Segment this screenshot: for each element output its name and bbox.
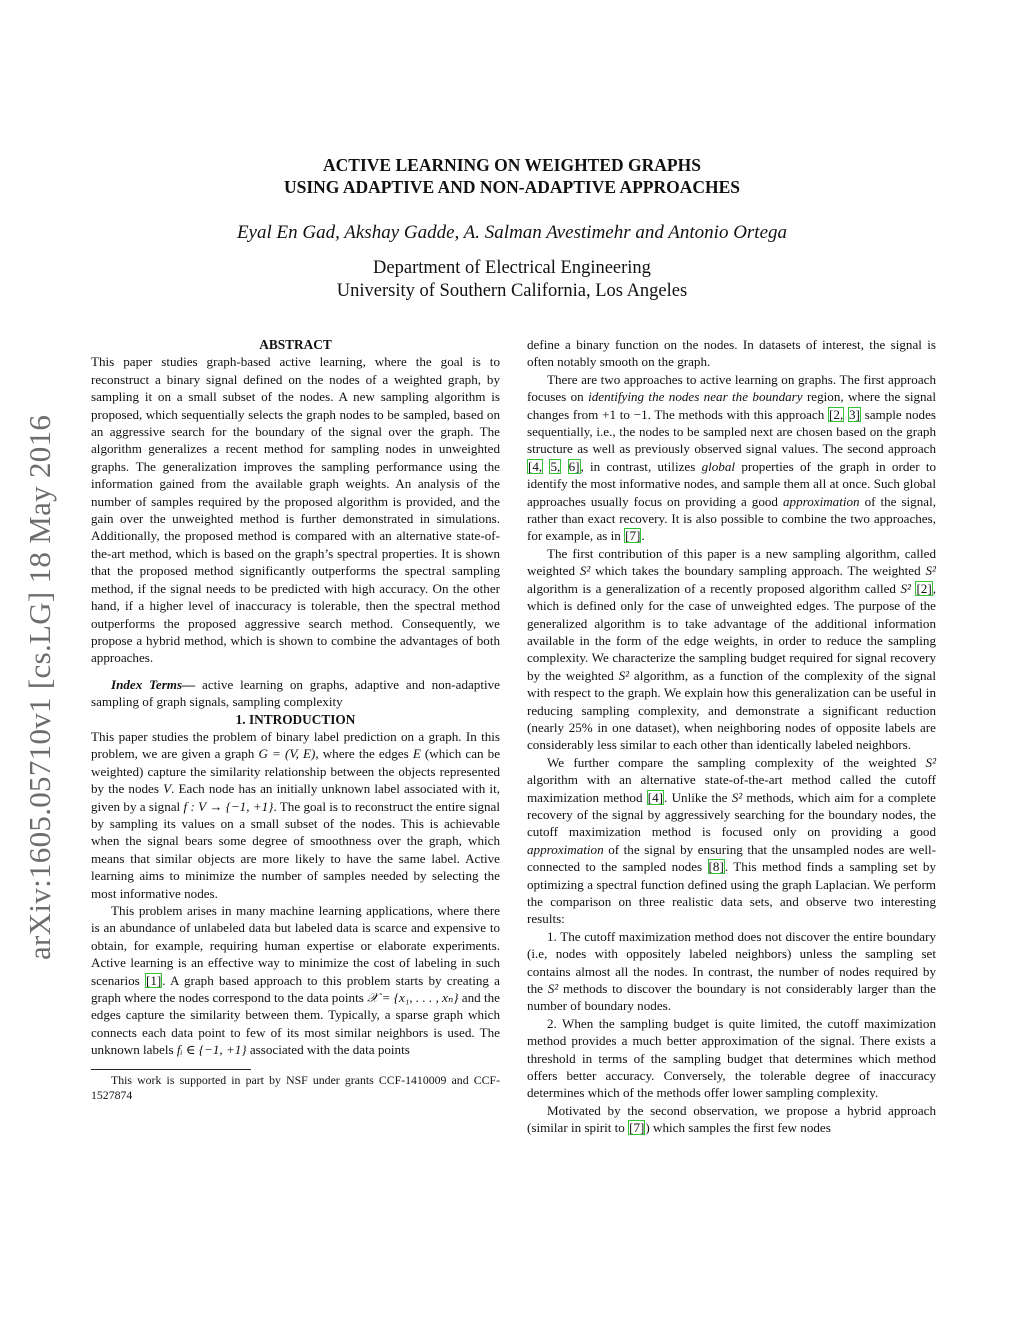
introduction-heading: 1. INTRODUCTION bbox=[235, 711, 356, 727]
text-run: This problem arises in many machine learning applications, where there is an abundance of unlabeled data but labeled data is scarce and expensive to obtain, for example, requiring human expertise or elaborate experiments. Active learning is an effective way to minimize the cost of labeling in such scenarios bbox=[91, 903, 500, 988]
citation-link[interactable]: [4] bbox=[647, 789, 664, 805]
math-edges: E bbox=[412, 746, 421, 762]
math-s2: S² bbox=[925, 563, 936, 579]
citation-link[interactable]: 5, bbox=[550, 458, 561, 474]
emphasis: approximation bbox=[527, 841, 604, 857]
right-paragraph-7 bbox=[527, 1102, 936, 1137]
text-run: ) which samples the first few nodes bbox=[645, 1120, 831, 1136]
right-paragraph-1: define a binary function on the nodes. In datasets of interest, the signal is often notably smooth on the graph. bbox=[527, 337, 936, 370]
affiliation bbox=[0, 257, 1024, 303]
text-run: . The goal is to reconstruct the entire signal by sampling its values on a small subset of the nodes. This is achievable when the signal bears some degree of smoothness over the graph, which means that similar objects are more likely to have the same label. Active learning aims to minimize the number of samples needed by selecting the most informative nodes. bbox=[91, 798, 501, 901]
index-terms-text: active learning on graphs, adaptive and non-adaptive sampling of graph signals, sampling complexity bbox=[91, 676, 500, 710]
text-run: . This method finds a sampling set by optimizing a spectral function defined using the graph Laplacian. We perform the comparison on three realistic data sets, and observe two interesting results: bbox=[527, 859, 936, 927]
right-paragraph-6: 2. When the sampling budget is quite limited, the cutoff maximization method provides a much better approximation of the signal. There exists a threshold in terms of the sampling budget that determines which method offers better accuracy. Conversely, the tolerable degree of inaccuracy determines which of the methods offer lower sampling complexity. bbox=[527, 1015, 936, 1101]
text-run: algorithm, as a function of the complexity of the signal with respect to the graph. We explain how this generalization can be useful in reducing sampling complexity, and demonstrate a significant reduction (nearly bbox=[527, 667, 937, 735]
text-run: This paper studies the problem of binary label prediction on a graph. In this problem, we are given a graph bbox=[91, 728, 500, 762]
math-s2: S² bbox=[731, 789, 743, 805]
math-minus-one: −1 bbox=[633, 406, 648, 422]
emphasis: global bbox=[701, 458, 736, 474]
text-run: . bbox=[641, 528, 645, 544]
text-run: . Each node has an initially unknown label associated with it, given by a signal bbox=[91, 781, 500, 814]
math-plus-one: +1 bbox=[602, 406, 617, 422]
citation-link[interactable]: [8] bbox=[708, 859, 724, 875]
citation-link[interactable]: [7] bbox=[625, 528, 641, 544]
text-run: (which can be weighted) capture the similarity relationship between the objects represented by the nodes bbox=[91, 746, 501, 797]
text-run: of the signal, rather than exact recovery. It is also possible to combine the two approaches, for example, as in bbox=[527, 493, 936, 544]
emphasis: approximation bbox=[782, 493, 860, 509]
math-s2: S² bbox=[925, 754, 936, 770]
text-run: methods to discover the boundary is not considerably larger than the number of boundary nodes. bbox=[527, 981, 936, 1014]
text-run: properties of the graph in order to identify the most informative nodes, and sample them all at once. Such global approaches usually focus on providing a good bbox=[527, 458, 937, 509]
text-run: . The methods with this approach bbox=[647, 406, 829, 422]
citation-link[interactable]: 6] bbox=[568, 458, 580, 474]
citation-link[interactable]: [7] bbox=[629, 1120, 645, 1136]
text-run: , where the edges bbox=[315, 746, 413, 762]
emphasis: identifying the nodes near the boundary bbox=[588, 389, 803, 405]
right-column bbox=[527, 336, 936, 1137]
text-run: sample nodes sequentially, i.e., the nodes to be sampled next are chosen based on the graph structure as well as previously observed signal values. The second approach bbox=[527, 406, 937, 457]
math-data-points: 𝒳 = {x₁, . . . , xₙ} bbox=[367, 990, 459, 1006]
affiliation-department: Department of Electrical Engineering bbox=[373, 258, 651, 278]
math-labels: fᵢ ∈ {−1, +1} bbox=[176, 1042, 247, 1058]
index-terms bbox=[91, 676, 500, 711]
right-paragraph-5 bbox=[527, 928, 936, 1015]
arxiv-identifier-stamp: arXiv:1605.05710v1 [cs.LG] 18 May 2016 bbox=[22, 414, 57, 960]
math-s2: S² bbox=[547, 981, 559, 997]
abstract-body: This paper studies graph-based active learning, where the goal is to reconstruct a binary signal defined on the nodes of a weighted graph, by sampling it on a small subset of the nodes. A new sampling algorithm is proposed, which sequentially selects the graph nodes to be sampled, based on an aggressive search for the boundary of the signal over the graph. The algorithm generalizes a recent method for sampling nodes in unweighted graphs. The generalization improves the sampling performance using the information gained from the available graph weights. An analysis of the number of samples required by the proposed algorithm is provided, and the gain over the unweighted method is further demonstrated in simulations. Additionally, the proposed method is compared with an alternative state-of-the-art method, which is based on the graph’s spectral properties. It is shown that the proposed method significantly outperforms the spectral sampling method, if the signal needs to be predicted with high accuracy. On the other hand, if a higher level of inaccuracy is tolerable, then the spectral method outperforms the proposed aggressive search method. Consequently, we propose a hybrid method, which is shown to combine the advantages of both approaches. bbox=[91, 354, 500, 666]
intro-paragraph-1 bbox=[91, 728, 500, 902]
author-list: Eyal En Gad, Akshay Gadde, A. Salman Avestimehr and Antonio Ortega bbox=[236, 222, 788, 243]
math-percent: 25% bbox=[568, 719, 593, 735]
citation-link[interactable]: 3] bbox=[848, 406, 860, 422]
math-s2: S² bbox=[618, 667, 630, 683]
text-run: We further compare the sampling complexity of the weighted bbox=[547, 754, 926, 770]
text-run: There are two approaches to active learning on graphs. The first approach focuses on bbox=[527, 371, 936, 405]
title-line-2: USING ADAPTIVE AND NON-ADAPTIVE APPROACHES bbox=[283, 177, 741, 197]
text-run: The first contribution of this paper is a new sampling algorithm, called weighted bbox=[527, 545, 936, 579]
text-run: which takes the boundary sampling approach. The weighted bbox=[590, 563, 926, 579]
text-run: algorithm with an alternative state-of-the-art method called the cutoff maximization method bbox=[527, 772, 936, 805]
text-run: algorithm is a generalization of a recently proposed algorithm called bbox=[527, 580, 901, 596]
text-run: Motivated by the second observation, we propose a hybrid approach (similar in spirit to bbox=[527, 1102, 936, 1136]
text-run: region, where the signal changes from bbox=[527, 389, 936, 422]
text-run: , which is defined only for the case of unweighted edges. The purpose of the generalized algorithm is to take advantage of the additional information available in the form of the edge weights, in order to reduce the sampling complexity. We characterize the sampling budget required for signal recovery by the weighted bbox=[527, 580, 936, 683]
citation-link[interactable]: [2] bbox=[916, 580, 932, 596]
intro-paragraph-2 bbox=[91, 902, 500, 1059]
math-s2: S² bbox=[579, 563, 591, 579]
math-signal-def: f : V → {−1, +1} bbox=[183, 798, 274, 814]
text-run: in one dataset), when neighboring nodes of opposite labels are considerably less similar to each other than identically labeled neighbors. bbox=[527, 719, 936, 753]
index-terms-label: Index Terms— bbox=[111, 676, 196, 692]
text-run: associated with the data points bbox=[246, 1042, 410, 1058]
text-run: . Unlike the bbox=[664, 789, 732, 805]
title-line-1: ACTIVE LEARNING ON WEIGHTED GRAPHS bbox=[323, 155, 701, 175]
right-paragraph-3 bbox=[527, 545, 936, 754]
text-run: and the edges capture the similarity between them. Typically, a sparse graph which connects each data point to few of its most similar neighbors is used. The unknown labels bbox=[91, 990, 500, 1058]
citation-link[interactable]: [2, bbox=[829, 406, 844, 422]
left-column bbox=[91, 336, 500, 1103]
funding-footnote: This work is supported in part by NSF under grants CCF-1410009 and CCF-1527874 bbox=[91, 1072, 500, 1102]
abstract-heading: ABSTRACT bbox=[259, 337, 332, 352]
text-run: to bbox=[616, 406, 634, 422]
paper-title bbox=[0, 154, 1024, 198]
text-run: . A graph based approach to this problem starts by creating a graph where the nodes correspond to the data points bbox=[91, 972, 500, 1006]
citation-link[interactable]: [4, bbox=[528, 458, 543, 474]
affiliation-university: University of Southern California, Los Angeles bbox=[336, 281, 688, 301]
footnote-divider bbox=[91, 1069, 251, 1070]
math-nodes: V bbox=[163, 781, 172, 797]
right-paragraph-2 bbox=[527, 371, 936, 545]
text-run: methods, which aim for a complete recovery of the signal by aggressively searching for the boundary nodes, the cutoff maximization method is focused only on providing a good bbox=[527, 789, 936, 840]
text-run: , in contrast, utilizes bbox=[580, 458, 702, 474]
math-graph-def: G = (V, E) bbox=[258, 746, 316, 762]
math-s2: S² bbox=[900, 580, 911, 596]
citation-link[interactable]: [1] bbox=[145, 972, 162, 988]
text-run: 1. The cutoff maximization method does not discover the entire boundary (i.e, nodes with oppositely labeled neighbors) unless the sampling set contains almost all the nodes. In contrast, the number of nodes required by the bbox=[527, 928, 936, 997]
right-paragraph-4 bbox=[527, 754, 936, 928]
text-run: of the signal by ensuring that the unsampled nodes are well-connected to the sampled nodes bbox=[527, 841, 936, 875]
